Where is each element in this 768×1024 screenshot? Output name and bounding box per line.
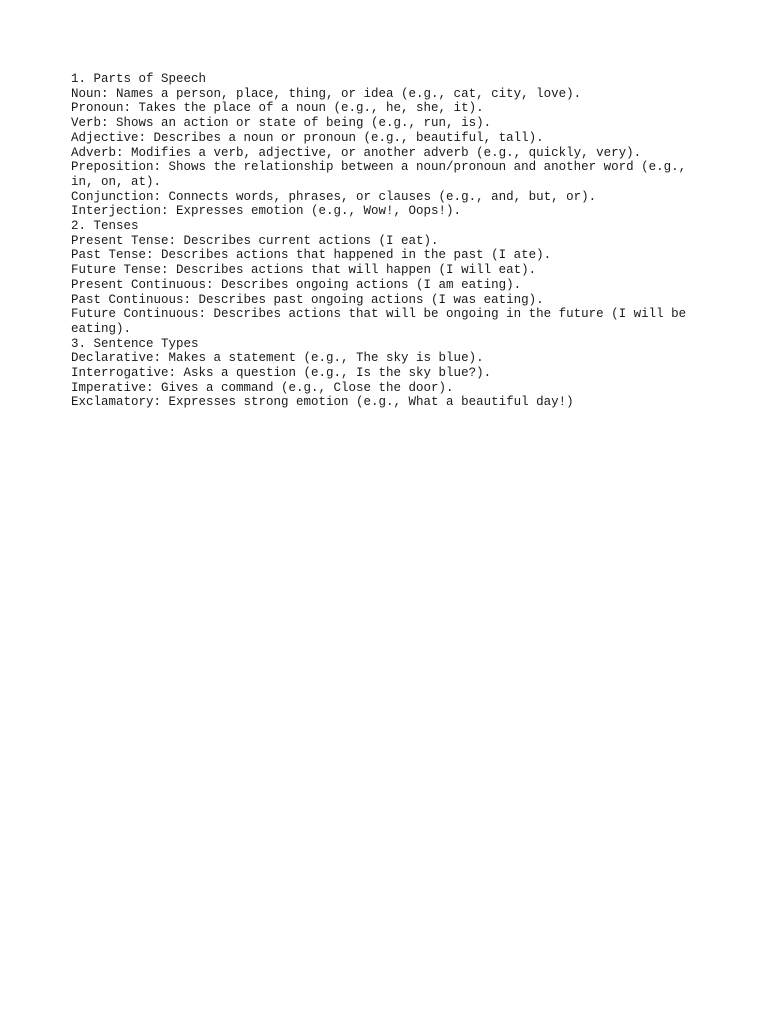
definition-future-continuous: Future Continuous: Describes actions that will be ongoing in the future (I will be eating). (71, 307, 694, 336)
section-heading-tenses: 2. Tenses (71, 219, 139, 234)
definition-present-continuous: Present Continuous: Describes ongoing actions (I am eating). (71, 277, 522, 292)
definition-future-tense: Future Tense: Describes actions that will happen (I will eat). (71, 263, 537, 278)
section-heading-parts-of-speech: 1. Parts of Speech (71, 72, 207, 86)
definition-exclamatory: Exclamatory: Expresses strong emotion (e.g., What a beautiful day!) (71, 395, 574, 410)
definition-noun: Noun: Names a person, place, thing, or idea (e.g., cat, city, love). (71, 86, 582, 101)
document-body (71, 72, 696, 410)
definition-adverb: Adverb: Modifies a verb, adjective, or another adverb (e.g., quickly, very). (71, 145, 642, 160)
definition-present-tense: Present Tense: Describes current actions (I eat). (71, 233, 439, 248)
definition-past-continuous: Past Continuous: Describes past ongoing actions (I was eating). (71, 292, 544, 307)
definition-conjunction: Conjunction: Connects words, phrases, or clauses (e.g., and, but, or). (71, 189, 597, 204)
definition-interrogative: Interrogative: Asks a question (e.g., Is the sky blue?). (71, 366, 492, 381)
definition-pronoun: Pronoun: Takes the place of a noun (e.g., he, she, it). (71, 101, 484, 116)
definition-past-tense: Past Tense: Describes actions that happened in the past (I ate). (71, 248, 552, 263)
definition-interjection: Interjection: Expresses emotion (e.g., Wow!, Oops!). (71, 204, 462, 219)
definition-imperative: Imperative: Gives a command (e.g., Close the door). (71, 380, 454, 395)
definition-declarative: Declarative: Makes a statement (e.g., The sky is blue). (71, 351, 484, 366)
definition-adjective: Adjective: Describes a noun or pronoun (e.g., beautiful, tall). (71, 130, 544, 145)
definition-preposition: Preposition: Shows the relationship between a noun/pronoun and another word (e.g., in, on, at). (71, 160, 694, 189)
definition-verb: Verb: Shows an action or state of being (e.g., run, is). (71, 116, 492, 131)
section-heading-sentence-types: 3. Sentence Types (71, 336, 199, 351)
